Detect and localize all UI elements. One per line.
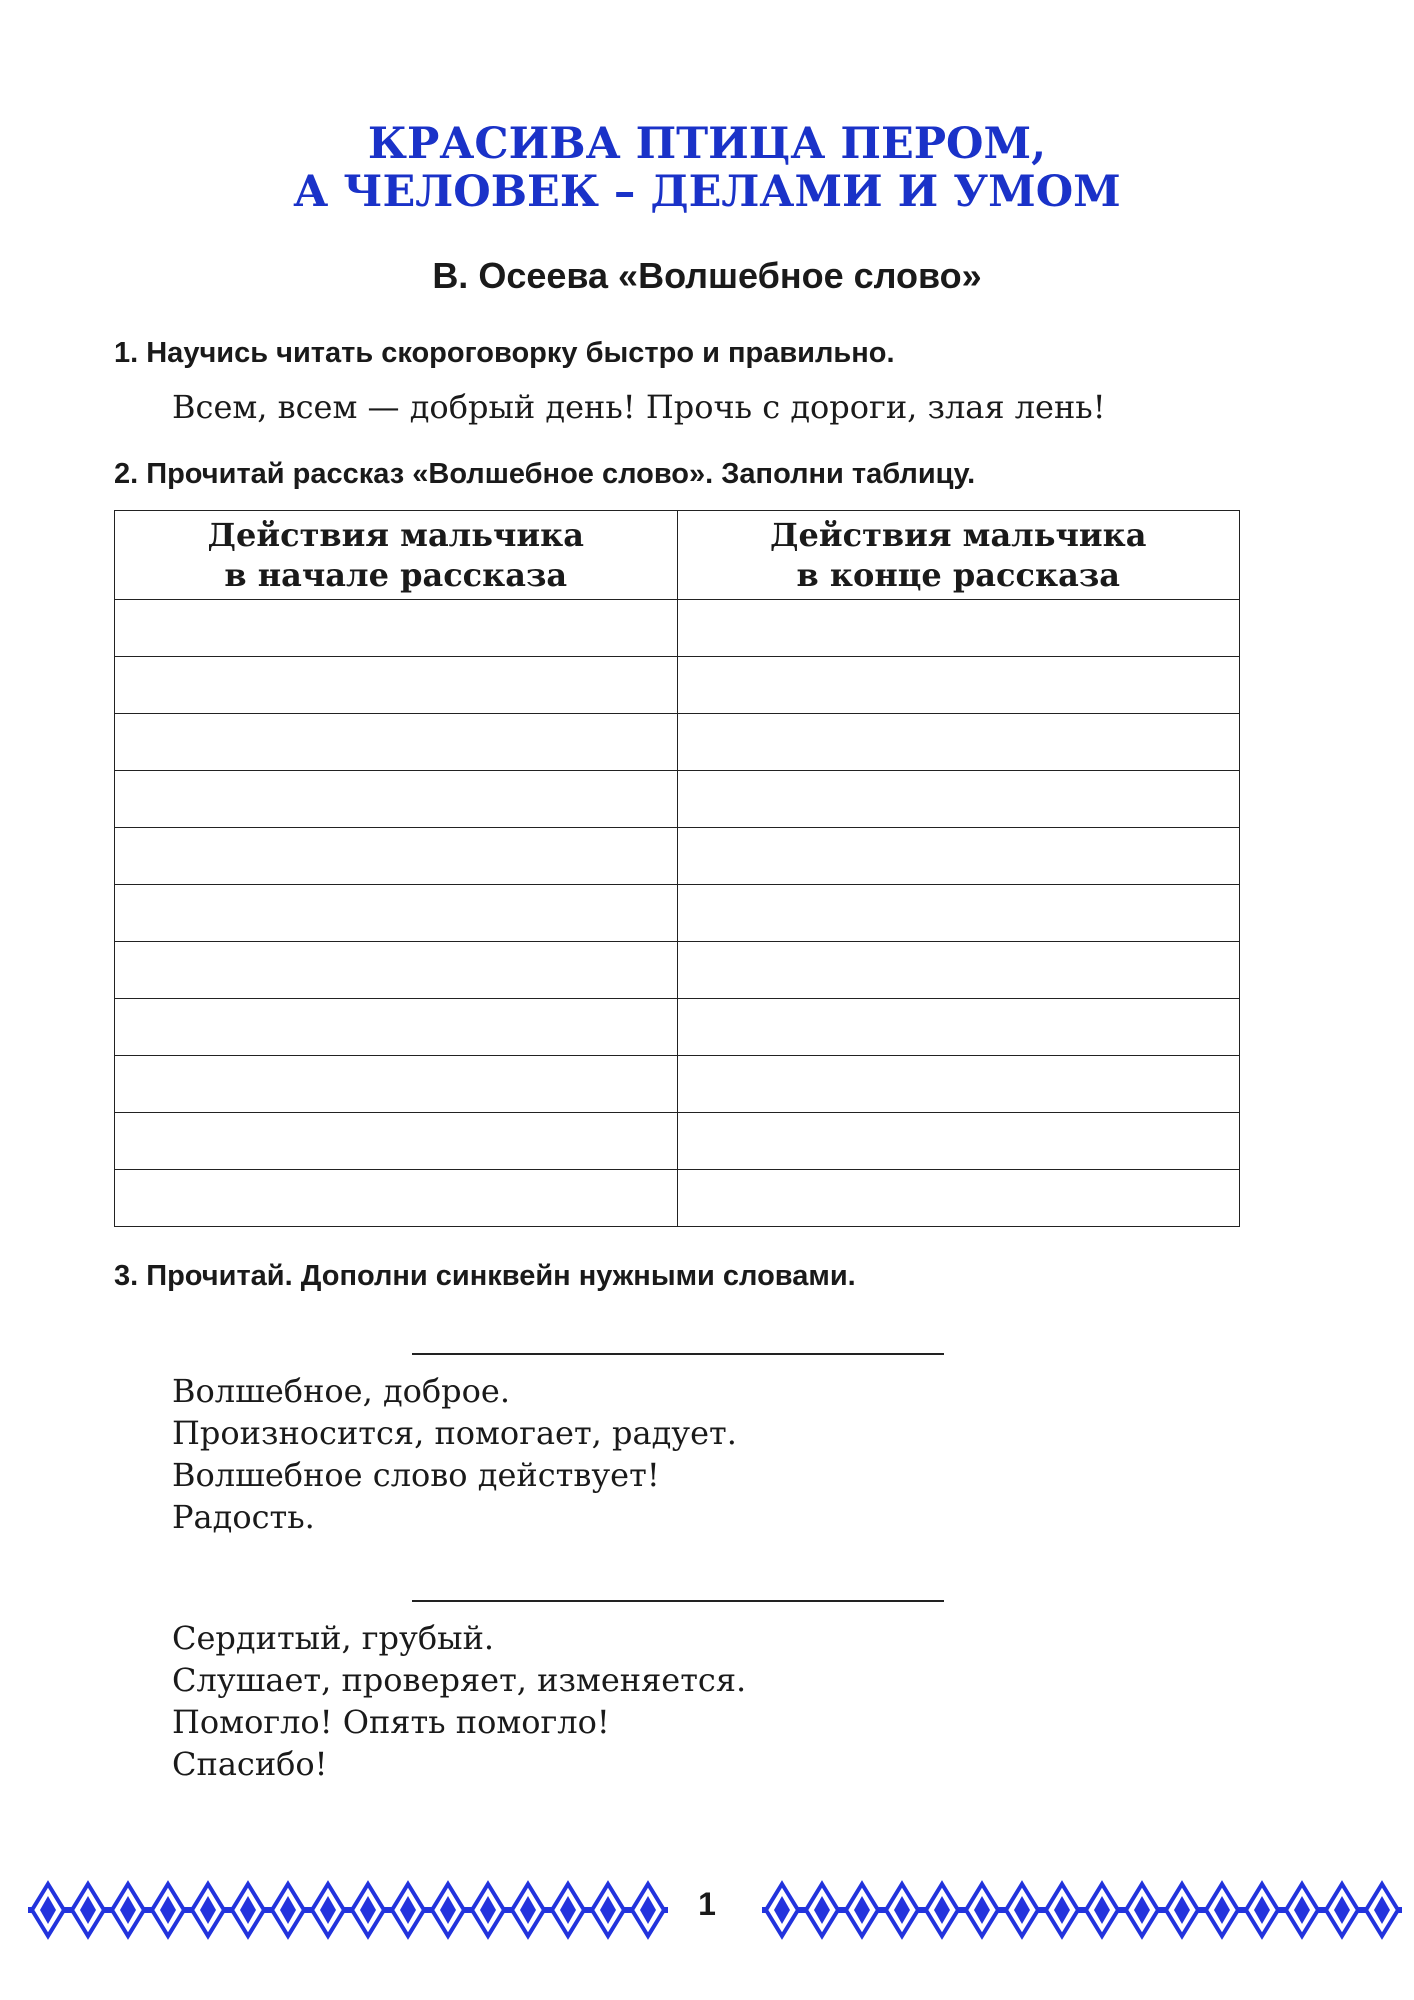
end-action-cell[interactable] xyxy=(677,600,1240,657)
poem-line: Слушает, проверяет, изменяется. xyxy=(172,1661,747,1699)
end-action-cell[interactable] xyxy=(677,999,1240,1056)
poem-line: Радость. xyxy=(172,1498,315,1536)
end-action-cell[interactable] xyxy=(677,1113,1240,1170)
end-action-cell[interactable] xyxy=(677,771,1240,828)
title-line-2: А ЧЕЛОВЕК – ДЕЛАМИ И УМОМ xyxy=(293,167,1121,217)
poem-line: Произносится, помогает, радует. xyxy=(172,1414,737,1452)
table-header-row xyxy=(115,511,1240,600)
poem-line: Помогло! Опять помогло! xyxy=(172,1703,610,1741)
column-header-end: Действия мальчика в конце рассказа xyxy=(677,511,1240,600)
start-action-cell[interactable] xyxy=(115,657,678,714)
start-action-cell[interactable] xyxy=(115,828,678,885)
column-header-start: Действия мальчика в начале рассказа xyxy=(115,511,678,600)
poem-line: Сердитый, грубый. xyxy=(172,1619,495,1657)
cinquain-1 xyxy=(172,1370,737,1538)
table-row xyxy=(115,714,1240,771)
task-3-instruction: 3. Прочитай. Дополни синквейн нужными словами. xyxy=(114,1260,856,1292)
end-action-cell[interactable] xyxy=(677,942,1240,999)
start-action-cell[interactable] xyxy=(115,885,678,942)
table-row xyxy=(115,828,1240,885)
blank-line-2[interactable] xyxy=(412,1600,944,1602)
table-row xyxy=(115,999,1240,1056)
poem-line: Спасибо! xyxy=(172,1745,328,1783)
poem-line: Волшебное слово действует! xyxy=(172,1456,660,1494)
title-line-1: КРАСИВА ПТИЦА ПЕРОМ, xyxy=(367,119,1047,169)
task-2-instruction: 2. Прочитай рассказ «Волшебное слово». Заполни таблицу. xyxy=(114,458,976,490)
ornament-right-icon xyxy=(762,1880,1402,1940)
task-1-instruction: 1. Научись читать скороговорку быстро и правильно. xyxy=(114,337,895,369)
end-action-cell[interactable] xyxy=(677,1170,1240,1227)
end-action-cell[interactable] xyxy=(677,885,1240,942)
start-action-cell[interactable] xyxy=(115,1170,678,1227)
end-action-cell[interactable] xyxy=(677,828,1240,885)
start-action-cell[interactable] xyxy=(115,1113,678,1170)
tongue-twister: Всем, всем — добрый день! Прочь с дороги, злая лень! xyxy=(172,388,1106,426)
blank-line-1[interactable] xyxy=(412,1353,944,1355)
end-action-cell[interactable] xyxy=(677,1056,1240,1113)
page-title xyxy=(0,120,1414,216)
ornament-left-icon xyxy=(28,1880,668,1940)
table-row xyxy=(115,771,1240,828)
page-number: 1 xyxy=(698,1886,716,1922)
end-action-cell[interactable] xyxy=(677,657,1240,714)
poem-line: Волшебное, доброе. xyxy=(172,1372,511,1410)
table-row xyxy=(115,942,1240,999)
end-action-cell[interactable] xyxy=(677,714,1240,771)
table-row xyxy=(115,600,1240,657)
start-action-cell[interactable] xyxy=(115,714,678,771)
story-subtitle: В. Осеева «Волшебное слово» xyxy=(432,255,982,296)
actions-table xyxy=(114,510,1240,1227)
start-action-cell[interactable] xyxy=(115,600,678,657)
table-row xyxy=(115,1113,1240,1170)
table-row xyxy=(115,1170,1240,1227)
table-row xyxy=(115,657,1240,714)
table-body xyxy=(115,600,1240,1227)
start-action-cell[interactable] xyxy=(115,771,678,828)
start-action-cell[interactable] xyxy=(115,999,678,1056)
start-action-cell[interactable] xyxy=(115,1056,678,1113)
cinquain-2 xyxy=(172,1617,746,1785)
table-row xyxy=(115,885,1240,942)
start-action-cell[interactable] xyxy=(115,942,678,999)
table-row xyxy=(115,1056,1240,1113)
